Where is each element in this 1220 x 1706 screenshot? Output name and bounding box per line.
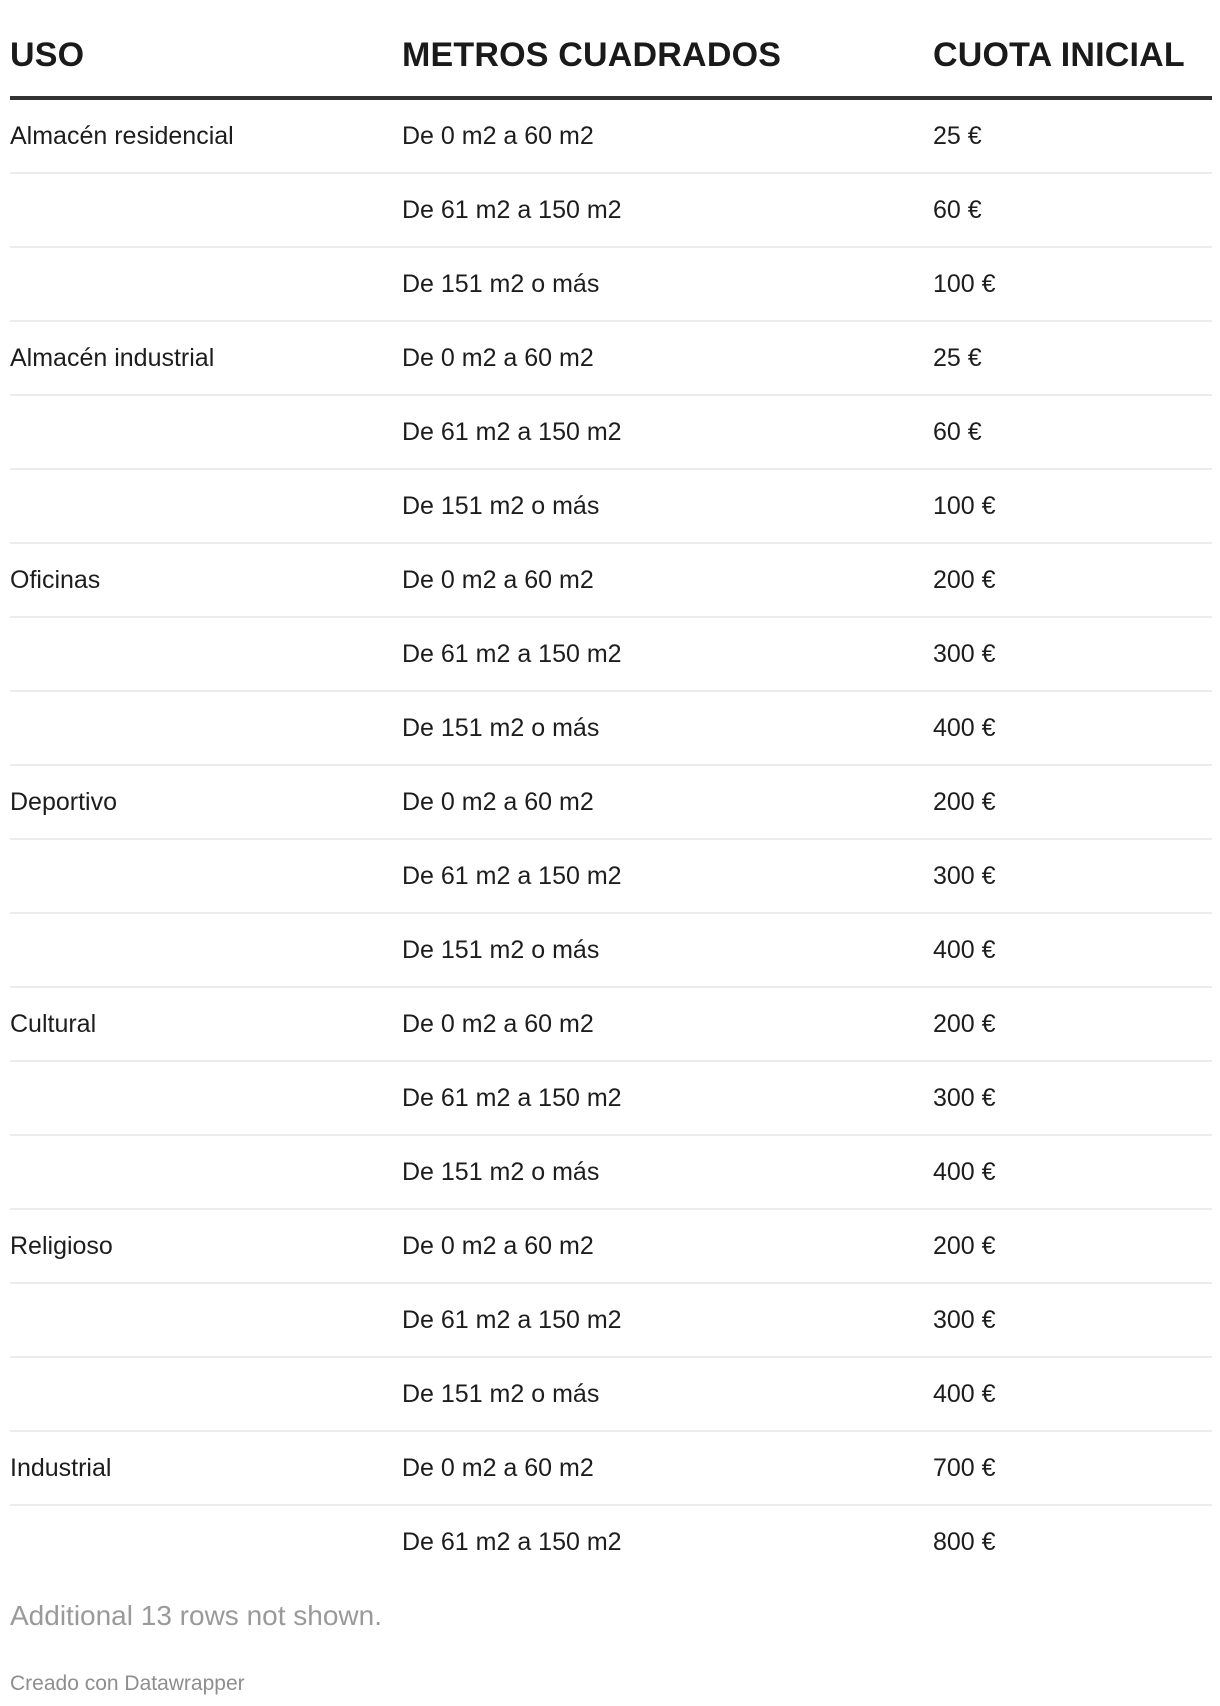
table-row bbox=[10, 691, 1212, 765]
cuota-inicial-cell: 60 € bbox=[933, 173, 1212, 247]
metros-cuadrados-cell: De 151 m2 o más bbox=[402, 1135, 933, 1209]
table-row bbox=[10, 98, 1212, 173]
uso-cell bbox=[10, 1283, 402, 1357]
cuota-inicial-cell: 100 € bbox=[933, 469, 1212, 543]
uso-cell: Religioso bbox=[10, 1209, 402, 1283]
uso-cell bbox=[10, 617, 402, 691]
cuota-inicial-cell: 400 € bbox=[933, 691, 1212, 765]
datawrapper-credit-link[interactable]: Creado con Datawrapper bbox=[10, 1672, 245, 1695]
cuota-inicial-cell: 200 € bbox=[933, 987, 1212, 1061]
metros-cuadrados-cell: De 151 m2 o más bbox=[402, 913, 933, 987]
table-row bbox=[10, 913, 1212, 987]
uso-cell bbox=[10, 1357, 402, 1431]
cuota-inicial-cell: 300 € bbox=[933, 1283, 1212, 1357]
table-header bbox=[10, 0, 1212, 98]
uso-cell bbox=[10, 913, 402, 987]
column-header-metros-cuadrados: METROS CUADRADOS bbox=[402, 0, 933, 98]
metros-cuadrados-cell: De 151 m2 o más bbox=[402, 247, 933, 321]
metros-cuadrados-cell: De 151 m2 o más bbox=[402, 691, 933, 765]
table-body bbox=[10, 98, 1212, 1578]
cuota-inicial-cell: 700 € bbox=[933, 1431, 1212, 1505]
uso-cell: Oficinas bbox=[10, 543, 402, 617]
cuota-inicial-cell: 300 € bbox=[933, 1061, 1212, 1135]
metros-cuadrados-cell: De 0 m2 a 60 m2 bbox=[402, 1209, 933, 1283]
metros-cuadrados-cell: De 0 m2 a 60 m2 bbox=[402, 98, 933, 173]
uso-cell bbox=[10, 839, 402, 913]
table-row bbox=[10, 321, 1212, 395]
table-row bbox=[10, 1061, 1212, 1135]
table-row bbox=[10, 1135, 1212, 1209]
uso-cell bbox=[10, 1061, 402, 1135]
uso-cell bbox=[10, 1135, 402, 1209]
cuota-inicial-cell: 100 € bbox=[933, 247, 1212, 321]
metros-cuadrados-cell: De 61 m2 a 150 m2 bbox=[402, 617, 933, 691]
metros-cuadrados-cell: De 0 m2 a 60 m2 bbox=[402, 765, 933, 839]
uso-cell: Deportivo bbox=[10, 765, 402, 839]
uso-cell: Almacén residencial bbox=[10, 98, 402, 173]
table-row bbox=[10, 1209, 1212, 1283]
table-row bbox=[10, 247, 1212, 321]
uso-cell bbox=[10, 173, 402, 247]
table-row bbox=[10, 1283, 1212, 1357]
uso-cell bbox=[10, 1505, 402, 1578]
uso-cell bbox=[10, 247, 402, 321]
uso-cell: Cultural bbox=[10, 987, 402, 1061]
uso-cell bbox=[10, 469, 402, 543]
table-row bbox=[10, 543, 1212, 617]
metros-cuadrados-cell: De 61 m2 a 150 m2 bbox=[402, 1061, 933, 1135]
metros-cuadrados-cell: De 61 m2 a 150 m2 bbox=[402, 173, 933, 247]
metros-cuadrados-cell: De 151 m2 o más bbox=[402, 469, 933, 543]
metros-cuadrados-cell: De 61 m2 a 150 m2 bbox=[402, 839, 933, 913]
table-row bbox=[10, 1431, 1212, 1505]
uso-cell: Almacén industrial bbox=[10, 321, 402, 395]
table-row bbox=[10, 765, 1212, 839]
table-row bbox=[10, 395, 1212, 469]
table-row bbox=[10, 617, 1212, 691]
cuota-inicial-cell: 400 € bbox=[933, 913, 1212, 987]
cuota-inicial-cell: 200 € bbox=[933, 543, 1212, 617]
data-table bbox=[10, 0, 1212, 1578]
rows-not-shown-note: Additional 13 rows not shown. bbox=[10, 1600, 382, 1631]
metros-cuadrados-cell: De 0 m2 a 60 m2 bbox=[402, 1431, 933, 1505]
table-row bbox=[10, 469, 1212, 543]
column-header-uso: USO bbox=[10, 0, 402, 98]
cuota-inicial-cell: 300 € bbox=[933, 839, 1212, 913]
table-row bbox=[10, 987, 1212, 1061]
cuota-inicial-cell: 300 € bbox=[933, 617, 1212, 691]
cuota-inicial-cell: 25 € bbox=[933, 321, 1212, 395]
metros-cuadrados-cell: De 61 m2 a 150 m2 bbox=[402, 1283, 933, 1357]
cuota-inicial-cell: 800 € bbox=[933, 1527, 996, 1556]
table-row bbox=[10, 1505, 1212, 1578]
uso-cell: Industrial bbox=[10, 1431, 402, 1505]
table-header-row bbox=[10, 0, 1212, 98]
table-row bbox=[10, 1357, 1212, 1431]
cuota-inicial-cell: 400 € bbox=[933, 1357, 1212, 1431]
metros-cuadrados-cell: De 61 m2 a 150 m2 bbox=[402, 395, 933, 469]
metros-cuadrados-cell: De 0 m2 a 60 m2 bbox=[402, 543, 933, 617]
uso-cell bbox=[10, 691, 402, 765]
table-row bbox=[10, 173, 1212, 247]
metros-cuadrados-cell: De 151 m2 o más bbox=[402, 1357, 933, 1431]
column-header-cuota-inicial: CUOTA INICIAL bbox=[933, 0, 1212, 98]
cuota-inicial-cell: 200 € bbox=[933, 765, 1212, 839]
uso-cell bbox=[10, 395, 402, 469]
metros-cuadrados-cell: De 0 m2 a 60 m2 bbox=[402, 987, 933, 1061]
table-row bbox=[10, 839, 1212, 913]
metros-cuadrados-cell: De 61 m2 a 150 m2 bbox=[402, 1527, 622, 1556]
cuota-inicial-cell: 400 € bbox=[933, 1135, 1212, 1209]
cuota-inicial-cell: 60 € bbox=[933, 395, 1212, 469]
metros-cuadrados-cell: De 0 m2 a 60 m2 bbox=[402, 321, 933, 395]
cuota-inicial-cell: 25 € bbox=[933, 98, 1212, 173]
cuota-inicial-cell: 200 € bbox=[933, 1209, 1212, 1283]
